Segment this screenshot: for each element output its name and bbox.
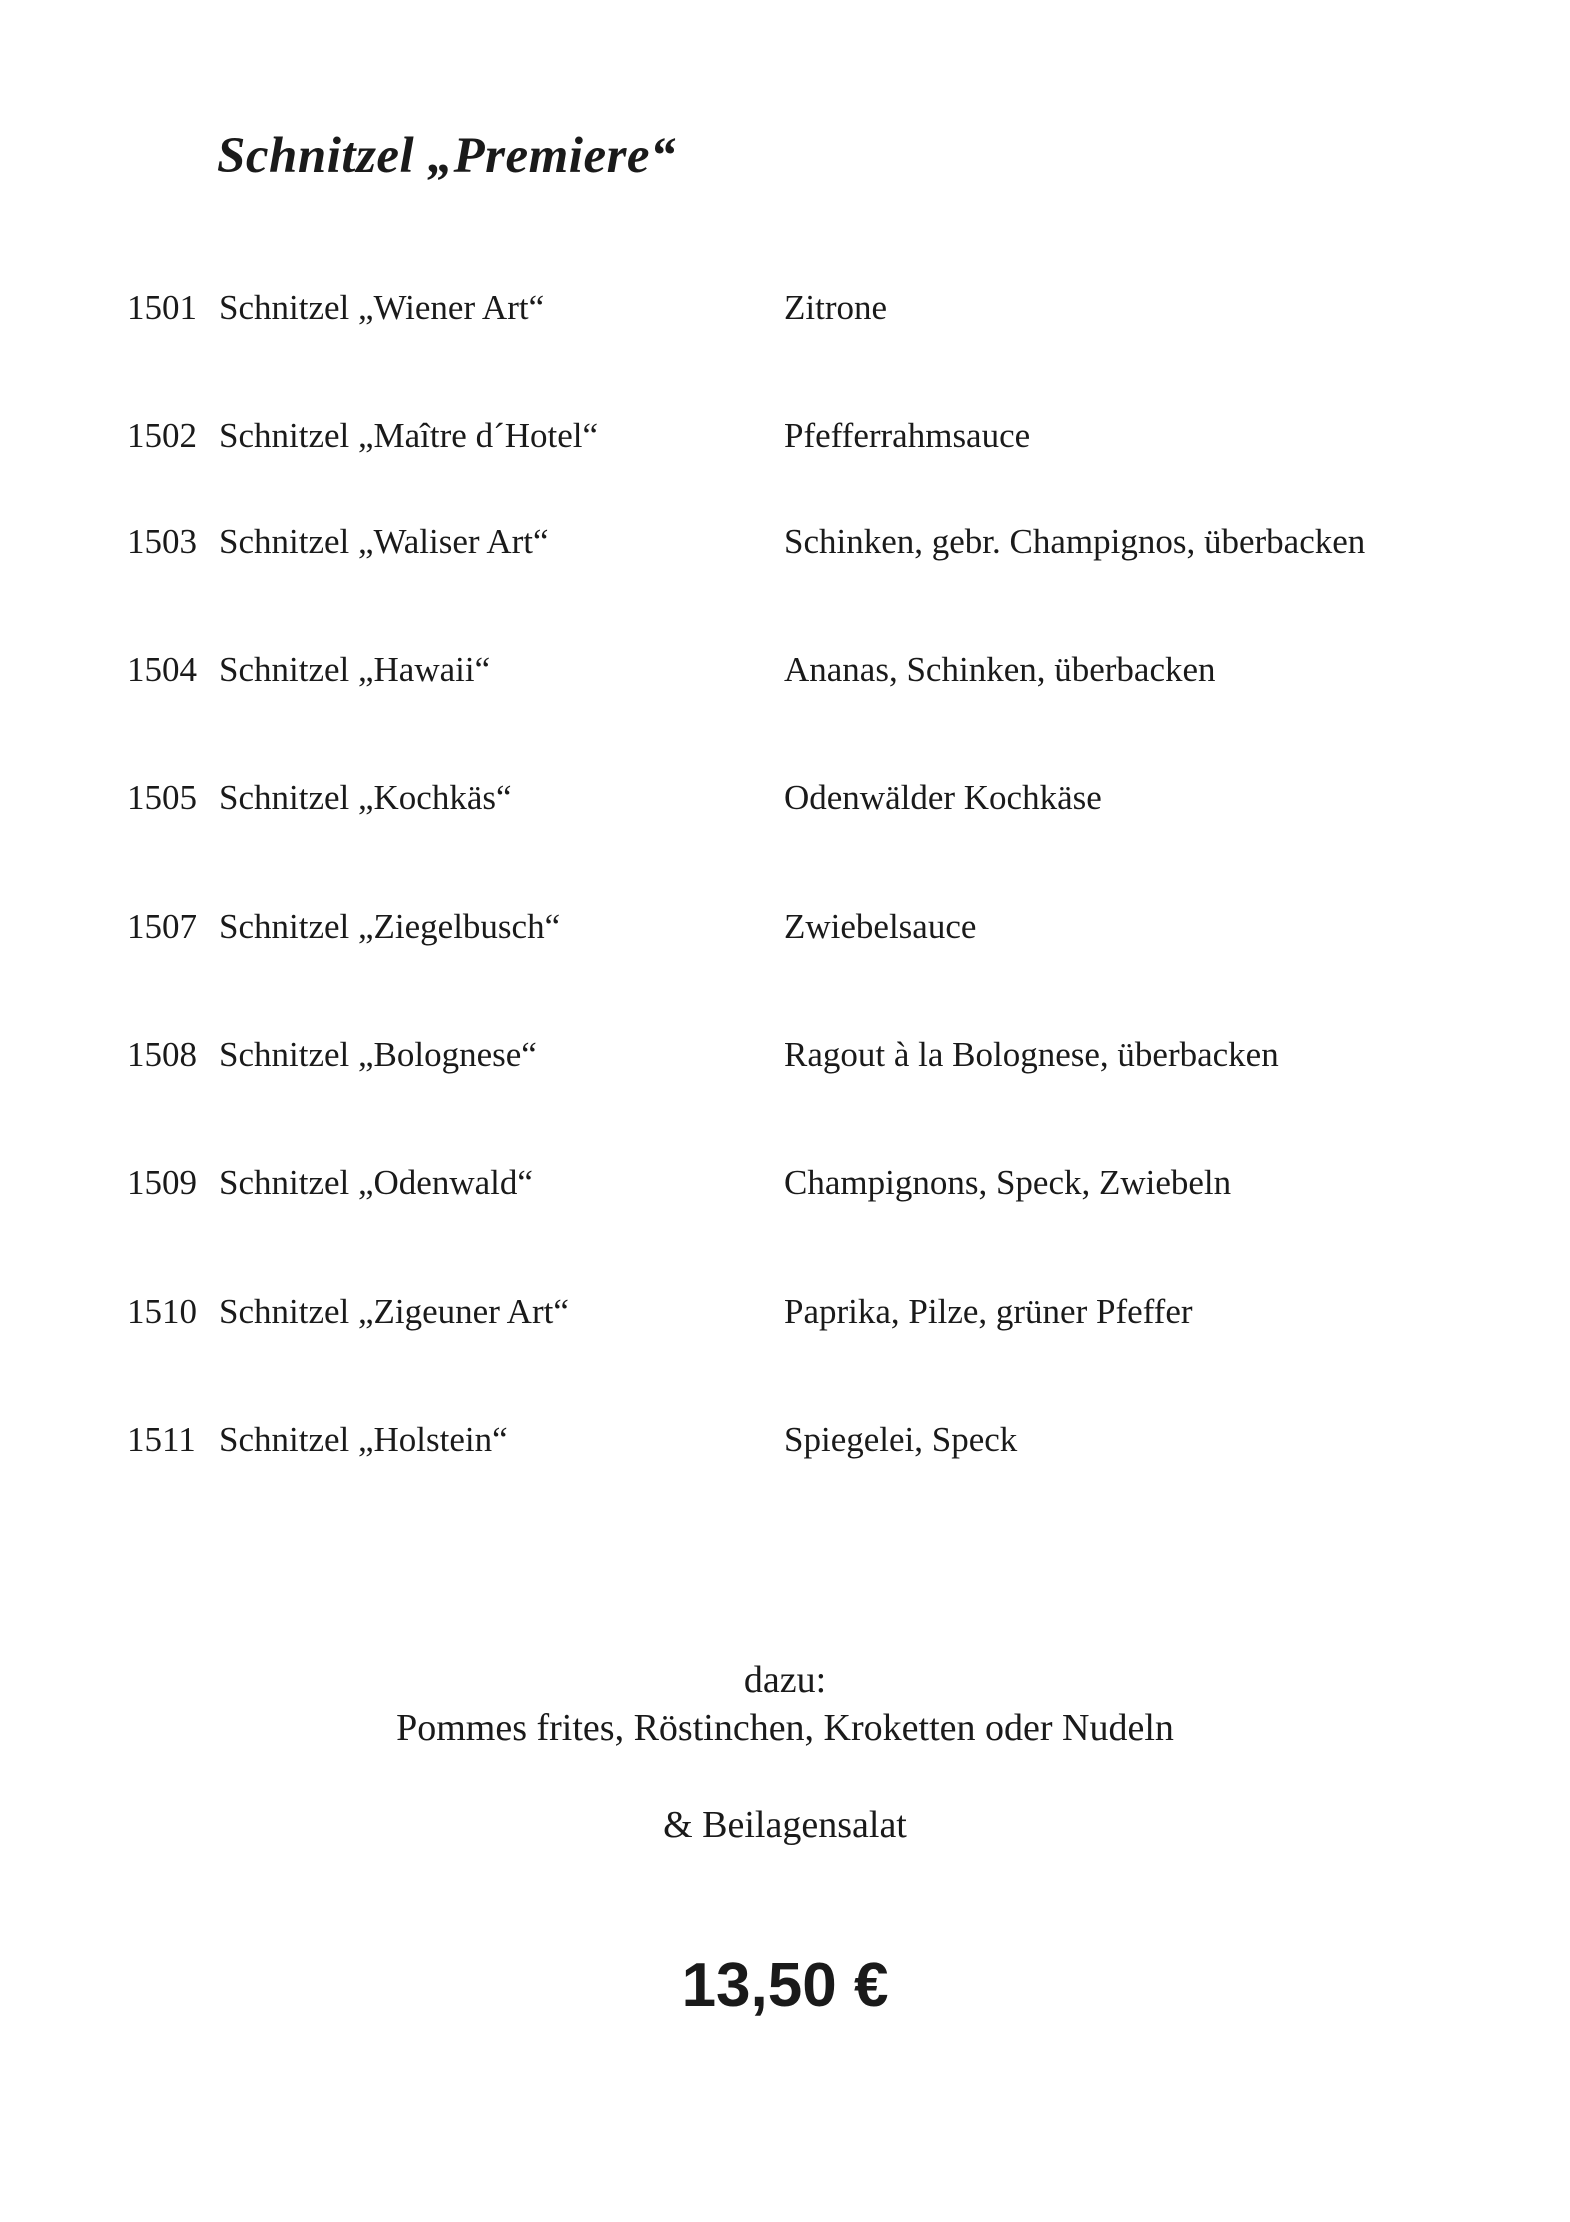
menu-item	[0, 1035, 1570, 1085]
item-number: 1501	[127, 288, 197, 327]
item-description: Spiegelei, Speck	[784, 1420, 1018, 1459]
item-description: Zitrone	[784, 288, 888, 327]
menu-item	[0, 650, 1570, 700]
item-name: Schnitzel „Kochkäs“	[219, 778, 512, 817]
sides-intro: dazu:	[743, 1659, 827, 1701]
item-number: 1505	[127, 778, 197, 817]
item-description: Ragout à la Bolognese, überbacken	[784, 1035, 1279, 1074]
menu-item	[0, 1420, 1570, 1470]
item-name: Schnitzel „Holstein“	[219, 1420, 508, 1459]
menu-item	[0, 288, 1570, 338]
menu-item	[0, 522, 1570, 572]
item-name: Schnitzel „Ziegelbusch“	[219, 907, 561, 946]
menu-item	[0, 778, 1570, 828]
item-number: 1510	[127, 1292, 197, 1331]
item-number: 1509	[127, 1163, 197, 1202]
item-name: Schnitzel „Hawaii“	[219, 650, 491, 689]
item-number: 1507	[127, 907, 197, 946]
menu-item	[0, 1292, 1570, 1342]
sides-options: Pommes frites, Röstinchen, Kroketten oder Nudeln	[396, 1707, 1174, 1749]
item-description: Champignons, Speck, Zwiebeln	[784, 1163, 1232, 1202]
item-name: Schnitzel „Bolognese“	[219, 1035, 537, 1074]
item-description: Pfefferrahmsauce	[784, 416, 1031, 455]
item-description: Zwiebelsauce	[784, 907, 977, 946]
page-title: Schnitzel „Premiere“	[217, 128, 677, 184]
item-description: Odenwälder Kochkäse	[784, 778, 1102, 817]
item-number: 1502	[127, 416, 197, 455]
item-description: Schinken, gebr. Champignos, überbacken	[784, 522, 1366, 561]
menu-item	[0, 1163, 1570, 1213]
menu-item	[0, 416, 1570, 466]
item-name: Schnitzel „Zigeuner Art“	[219, 1292, 569, 1331]
price: 13,50 €	[681, 1951, 889, 2020]
item-name: Schnitzel „Wiener Art“	[219, 288, 545, 327]
item-name: Schnitzel „Maître d´Hotel“	[219, 416, 599, 455]
item-description: Ananas, Schinken, überbacken	[784, 650, 1216, 689]
item-number: 1511	[127, 1420, 196, 1459]
item-description: Paprika, Pilze, grüner Pfeffer	[784, 1292, 1193, 1331]
menu-item	[0, 907, 1570, 957]
item-number: 1503	[127, 522, 197, 561]
item-number: 1508	[127, 1035, 197, 1074]
item-name: Schnitzel „Odenwald“	[219, 1163, 533, 1202]
sides-salad: & Beilagensalat	[663, 1804, 907, 1846]
item-number: 1504	[127, 650, 197, 689]
item-name: Schnitzel „Waliser Art“	[219, 522, 549, 561]
